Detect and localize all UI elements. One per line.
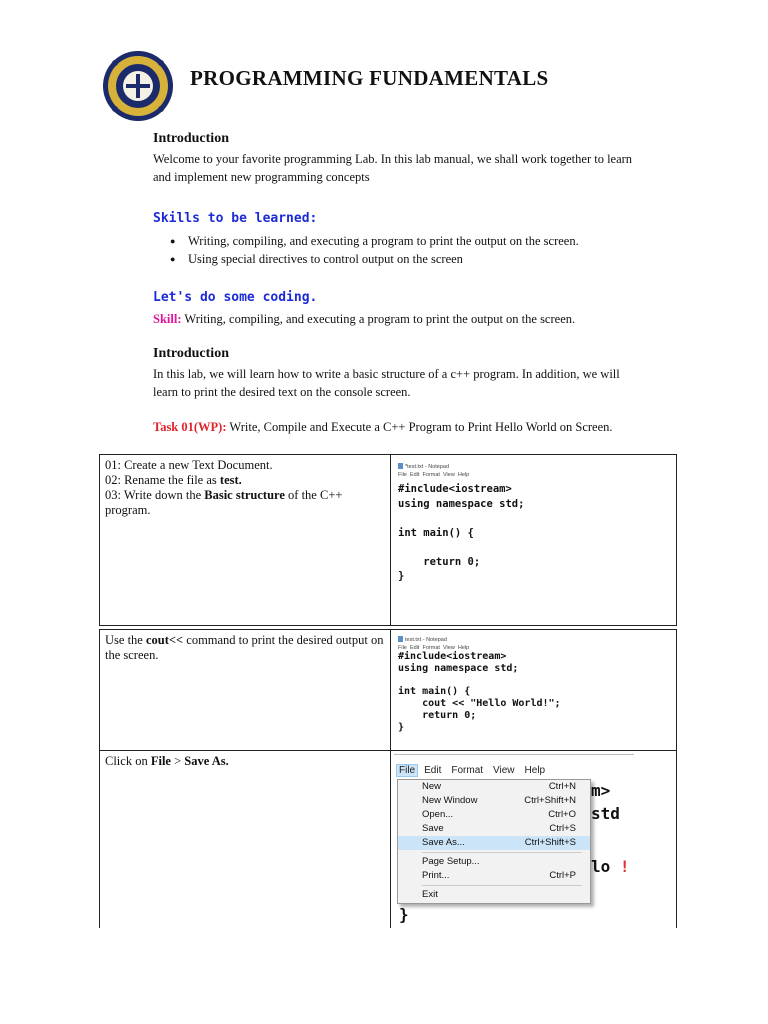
notepad-menubar: [396, 765, 555, 776]
menu-item-exit[interactable]: Exit: [422, 889, 438, 900]
menu-item-new-window[interactable]: New Window Ctrl+Shift+N: [422, 795, 576, 806]
menu-view[interactable]: View: [493, 765, 515, 776]
notepad-title-strip: [394, 754, 634, 759]
step-saveas-cell: [100, 751, 391, 931]
step-01: 01: Create a new Text Document.: [105, 458, 273, 472]
university-seal-logo: [102, 50, 174, 122]
notepad-code: #include<iostream> using namespace std; int main() { return 0; }: [398, 483, 525, 582]
menu-item-open[interactable]: Open... Ctrl+O: [422, 809, 576, 820]
menu-edit[interactable]: Edit: [424, 765, 442, 776]
saveas-instruction: Click on File > Save As.: [105, 754, 229, 769]
task-line: [153, 418, 628, 436]
notepad-window-1: [398, 463, 524, 584]
notepad-file-icon: [398, 463, 403, 469]
skill-label: Skill:: [153, 312, 182, 326]
obscured-brace: }: [399, 905, 409, 924]
menu-item-save[interactable]: Save Ctrl+S: [422, 823, 576, 834]
obscured-code: m> std lo !: [591, 781, 630, 876]
notepad-menubar: File Edit Format View Help: [398, 645, 470, 651]
menu-help[interactable]: Help: [524, 765, 546, 776]
skills-list: [170, 232, 579, 268]
notepad-file-icon: [398, 636, 403, 642]
task-label: Task 01(WP):: [153, 420, 227, 434]
skills-item: ● Writing, compiling, and executing a program to print the output on the screen.: [170, 232, 579, 250]
menu-item-save-as[interactable]: Save As... Ctrl+Shift+S: [398, 836, 590, 850]
page-title: PROGRAMMING FUNDAMENTALS: [190, 66, 549, 90]
skills-item: ● Using special directives to control output on the screen: [170, 250, 579, 268]
intro2-text: In this lab, we will learn how to write a basic structure of a c++ program. In addition, we will learn to print the desired text on the console screen.: [153, 367, 620, 399]
steps-table-1: [99, 454, 677, 626]
cout-instruction: Use the cout<< command to print the desired output on the screen.: [105, 633, 384, 662]
menu-format[interactable]: Format: [451, 765, 484, 776]
notepad-title: test.txt - Notepad: [398, 636, 561, 643]
menu-item-print[interactable]: Print... Ctrl+P: [422, 870, 576, 881]
menu-item-page-setup[interactable]: Page Setup...: [422, 856, 480, 867]
notepad-window-2: [398, 636, 561, 734]
intro-text: Welcome to your favorite programming Lab. In this lab manual, we shall work together to learn and implement new programming concepts: [153, 152, 633, 184]
menu-item-new[interactable]: New Ctrl+N: [422, 781, 576, 792]
step-02: 02: Rename the file as test.: [105, 473, 242, 487]
menu-separator: [422, 852, 582, 853]
menu-separator: [422, 885, 582, 886]
skill-text: Writing, compiling, and executing a program to print the output on the screen.: [181, 312, 576, 326]
intro2-heading: Introduction: [153, 346, 229, 361]
coding-heading: Let's do some coding.: [153, 290, 318, 305]
file-menu-dropdown: [397, 779, 591, 904]
step-instructions-cell: [100, 455, 391, 626]
skills-heading: Skills to be learned:: [153, 211, 318, 226]
coding-skill-line: [153, 310, 653, 328]
menu-file[interactable]: File: [396, 764, 418, 777]
intro-heading: Introduction: [153, 131, 229, 146]
notepad-code: #include<iostream> using namespace std; int main() { cout << "Hello World!"; return 0; }: [398, 651, 561, 733]
notepad-menubar: File Edit Format View Help: [398, 472, 470, 478]
notepad-title: *test.txt - Notepad: [398, 463, 524, 470]
task-text: Write, Compile and Execute a C++ Program to Print Hello World on Screen.: [226, 420, 613, 434]
step-03: 03: Write down the Basic structure of the C++ program.: [105, 488, 343, 517]
step-cout-cell: [100, 630, 391, 751]
